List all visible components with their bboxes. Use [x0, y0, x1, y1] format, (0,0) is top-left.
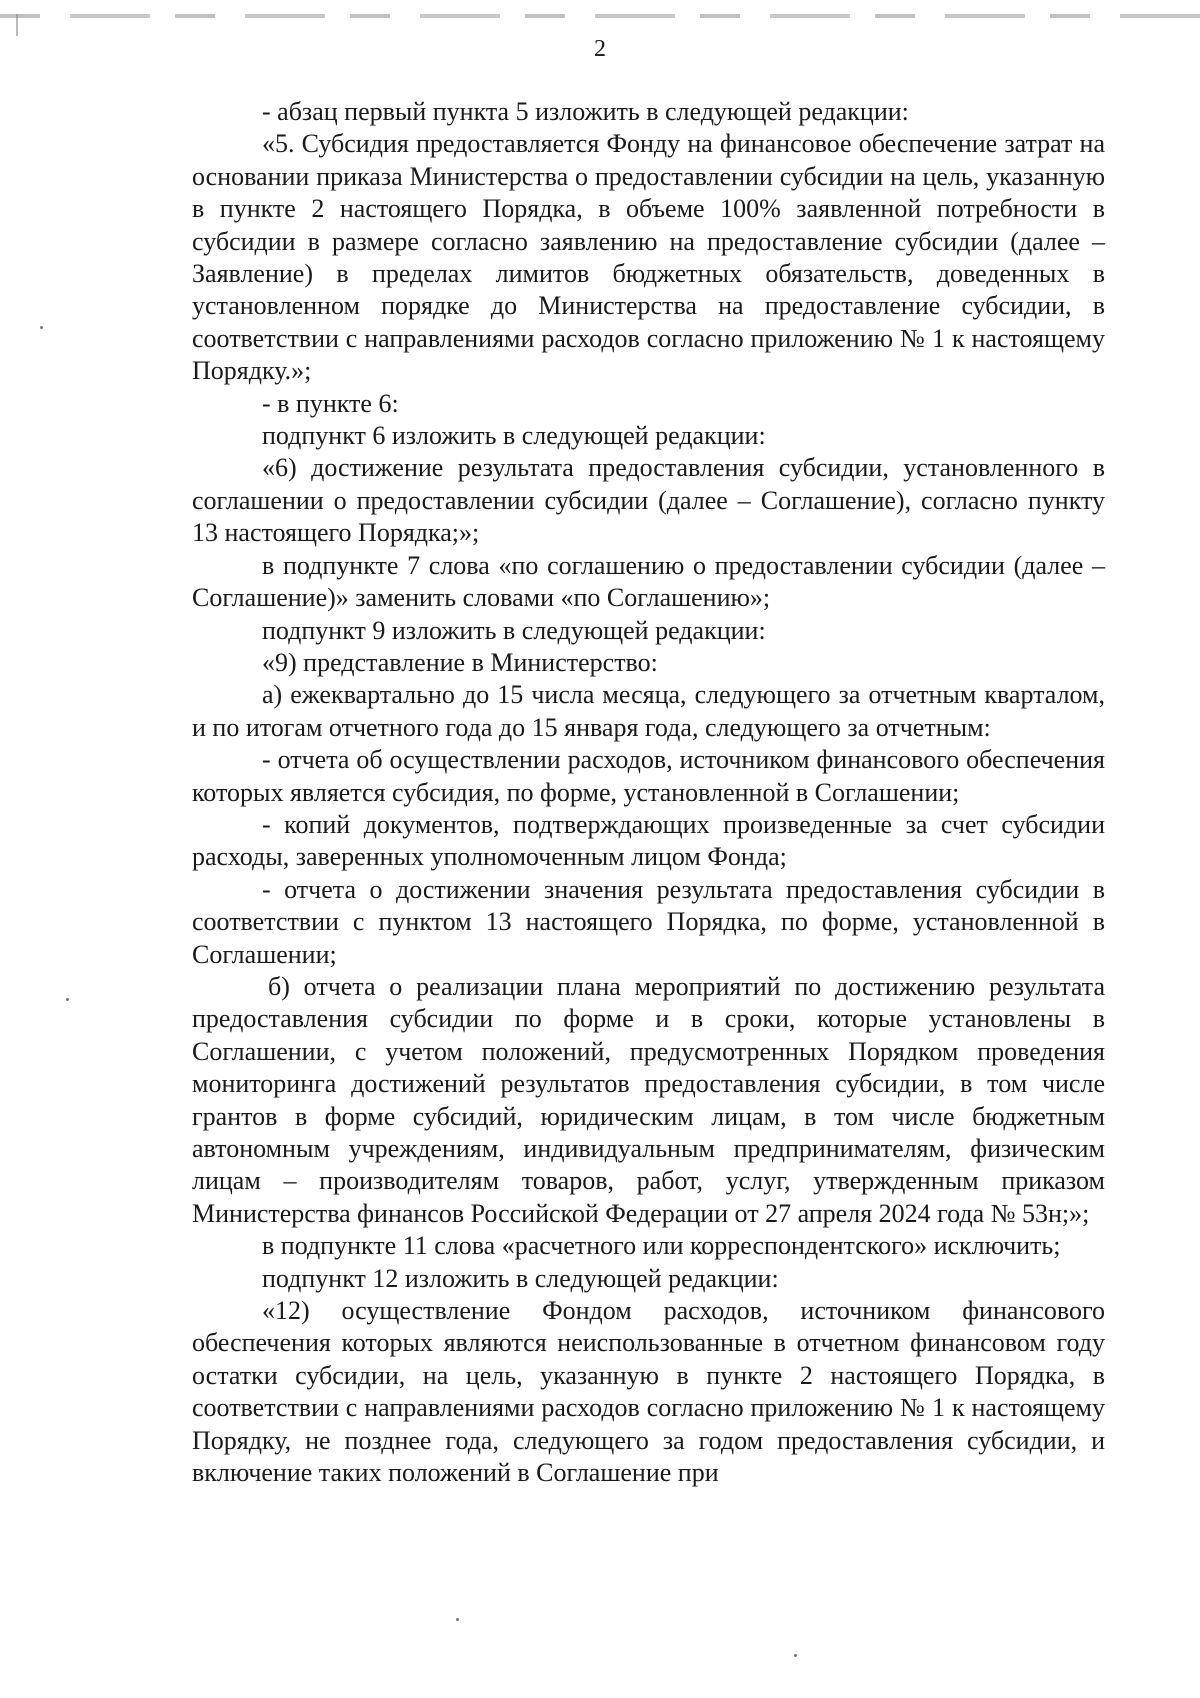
paragraph: «9) представление в Министерство: [262, 647, 658, 677]
scan-speck [794, 1654, 797, 1657]
paragraph: в подпункте 7 слова «по соглашению о предоставлении субсидии (далее – Соглашение)» заменить словами «по Соглашению»; [192, 550, 1105, 613]
paragraph: «5. Субсидия предоставляется Фонду на финансовое обеспечение затрат на основании приказа Министерства о предоставлении субсидии на цель, указанную в пункте 2 настоящего Порядка, в объеме 100% заявленной потребности в субсидии в размере согласно заявлению на предоставление субсидии (далее – Заявление) в пределах лимитов бюджетных обязательств, доведенных в установленном порядке до Министерства на предоставление субсидии, в соответствии с направлениями расходов согласно приложению № 1 к настоящему Порядку.»; [192, 129, 1105, 386]
paragraph: б) отчета о реализации плана мероприятий по достижению результата предоставления субсидии по форме и в сроки, которые установлены в Соглашении, с учетом положений, предусмотренных Порядком проведения мониторинга достижений результатов предоставления субсидии, в том числе грантов в форме субсидий, юридическим лицам, в том числе бюджетным автономным учреждениям, индивидуальным предпринимателям, физическим лицам – производителям товаров, работ, услуг, утвержденным приказом Министерства финансов Российской Федерации от 27 апреля 2024 года № 53н;»; [192, 971, 1105, 1228]
paragraph: «6) достижение результата предоставления субсидии, установленного в соглашении о предоставлении субсидии (далее – Соглашение), согласно пункту 13 настоящего Порядка;»; [192, 453, 1105, 548]
paragraph: - отчета об осуществлении расходов, источником финансового обеспечения которых является субсидия, по форме, установленной в Соглашении; [192, 745, 1105, 807]
scan-speck [40, 326, 43, 329]
paragraph: «12) осуществление Фондом расходов, источником финансового обеспечения которых являются неиспользованные в отчетном финансовом году остатки субсидии, на цель, указанную в пункте 2 настоящего Порядка, в соответствии с направлениями расходов согласно приложению № 1 к настоящему Порядку, не позднее года, следующего за годом предоставления субсидии, и включение таких положений в Соглашение при [192, 1296, 1105, 1488]
paragraph: а) ежеквартально до 15 числа месяца, следующего за отчетным кварталом, и по итогам отчетного года до 15 января года, следующего за отчетным: [192, 680, 1105, 742]
scan-speck [66, 998, 69, 1001]
scan-artifact-left [16, 14, 18, 36]
page-number: 2 [594, 36, 606, 62]
paragraph: - в пункте 6: [262, 388, 399, 418]
scan-artifact-top [0, 14, 1200, 18]
paragraph: подпункт 9 изложить в следующей редакции: [262, 615, 766, 645]
paragraph: в подпункте 11 слова «расчетного или корреспондентского» исключить; [262, 1231, 1061, 1261]
scan-speck [456, 1618, 459, 1621]
paragraph: подпункт 6 изложить в следующей редакции: [262, 421, 766, 451]
paragraph: - отчета о достижении значения результата предоставления субсидии в соответствии с пунктом 13 настоящего Порядка, по форме, установленной в Соглашении; [192, 874, 1105, 969]
document-body [192, 96, 1105, 1489]
paragraph: подпункт 12 изложить в следующей редакции: [262, 1263, 779, 1293]
paragraph: - абзац первый пункта 5 изложить в следующей редакции: [262, 97, 909, 126]
paragraph: - копий документов, подтверждающих произведенные за счет субсидии расходы, заверенных уполномоченным лицом Фонда; [192, 809, 1105, 872]
